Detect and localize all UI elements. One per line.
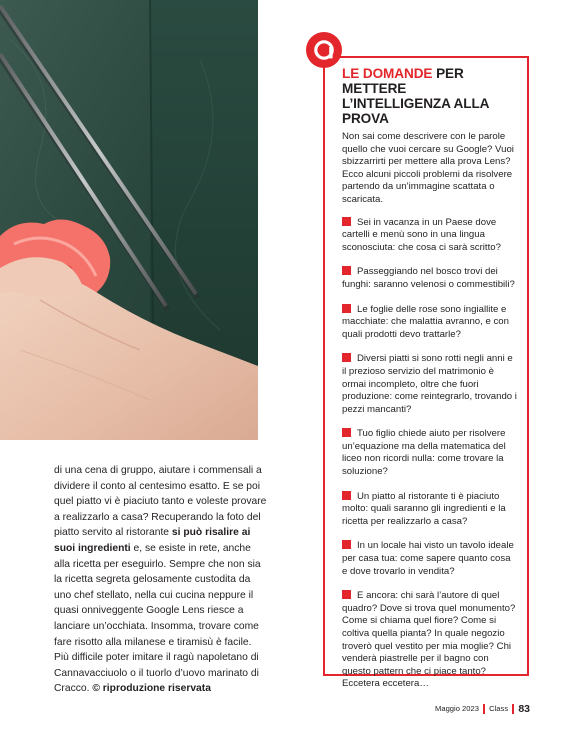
photo-chopsticks-ginger [0,0,258,440]
footer-divider [512,704,514,714]
box-title-rest: PER METTERE L’INTELLIGENZA ALLA PROVA [342,66,489,126]
copyright-notice: © riproduzione riservata [92,683,211,695]
footer-date: Maggio 2023 [435,704,479,713]
question-item [342,266,518,291]
article-bold-text: si può risalire ai suoi ingredienti [54,527,251,554]
bullet-square-icon [342,353,351,362]
footer-divider [483,704,485,714]
question-item [342,217,518,255]
badge-glyph-icon [311,37,337,63]
question-item [342,428,518,478]
question-item [342,590,518,691]
box-title [342,66,518,126]
bullet-square-icon [342,217,351,226]
box-title-highlight: LE DOMANDE [342,66,433,81]
bullet-square-icon [342,590,351,599]
footer-magazine-name: Class [489,704,509,713]
article-text-part-2: e, se esiste in rete, anche alla ricetta per eseguirlo. Sempre che non sia la ricetta segreta gelosamente custodita da uno chef stellato, nella cui cucina neppure il quasi onniveggente Google Lens riesce a lanciare un’occhiata. Insomma, trovare come fare risotto alla milanese e tiramisù è facile. Più difficile poter imitare il ragù napoletano di Cannavacciuolo o il tuorlo d’uovo marinato di Cracco. [54,542,261,695]
bullet-square-icon [342,266,351,275]
questions-list [342,217,518,691]
page-number: 83 [518,703,530,715]
article-body-text [54,463,268,697]
question-text: In un locale hai visto un tavolo ideale per casa tua: come sapere quanto cosa e dove trovarlo in vendita? [342,540,514,577]
page-footer [435,704,530,714]
box-intro: Non sai come descrivere con le parole quello che vuoi cercare su Google? Vuoi sbizzarrirti per mettere alla prova Lens? Ecco alcuni piccoli problemi da risolvere partendo da un’immagine scattata o scaricata. [342,131,514,205]
question-text: Passeggiando nel bosco trovi dei funghi: saranno velenosi o commestibili? [342,266,515,290]
question-text: Diversi piatti si sono rotti negli anni e il prezioso servizio del matrimonio è ormai incompleto, oltre che fuori produzione: come reintegrarlo, trovando i pezzi mancanti? [342,353,517,415]
question-text: E ancora: chi sarà l’autore di quel quadro? Dove si trova quel monumento? Come si chiama quel fiore? Come si coltiva quella pianta? In quale negozio troverò quel vestito per mia moglie? Chi venderà piastrelle per il bagno con questo pattern che ci piace tanto? Eccetera eccetera… [342,590,516,690]
bullet-square-icon [342,491,351,500]
article-text-part-1: di una cena di gruppo, aiutare i commensali a dividere il conto al centesimo esatto. E se poi quel piatto vi è piaciuto tanto e voleste provare a realizzarlo a casa? Recuperando la foto del piatto servito al ristorante [54,465,267,539]
question-item [342,353,518,416]
question-text: Un piatto al ristorante ti è piaciuto molto: quali saranno gli ingredienti e la ricetta per realizzarlo a casa? [342,490,506,527]
question-item [342,491,518,529]
speech-bubble-a-icon [306,32,342,68]
bullet-square-icon [342,428,351,437]
photo-illustration [0,0,258,440]
bullet-square-icon [342,540,351,549]
question-text: Sei in vacanza in un Paese dove cartelli e menù sono in una lingua sconosciuta: che cosa ci sarà scritto? [342,216,501,253]
question-item [342,304,518,342]
bullet-square-icon [342,304,351,313]
question-item [342,540,518,578]
question-text: Tuo figlio chiede aiuto per risolvere un’equazione ma della matematica del liceo non ricordi nulla: come trovare la soluzione? [342,428,506,478]
question-text: Le foglie delle rose sono ingiallite e macchiate: che malattia avranno, e con quali prodotti devo trattarle? [342,303,509,340]
questions-box [323,56,529,690]
